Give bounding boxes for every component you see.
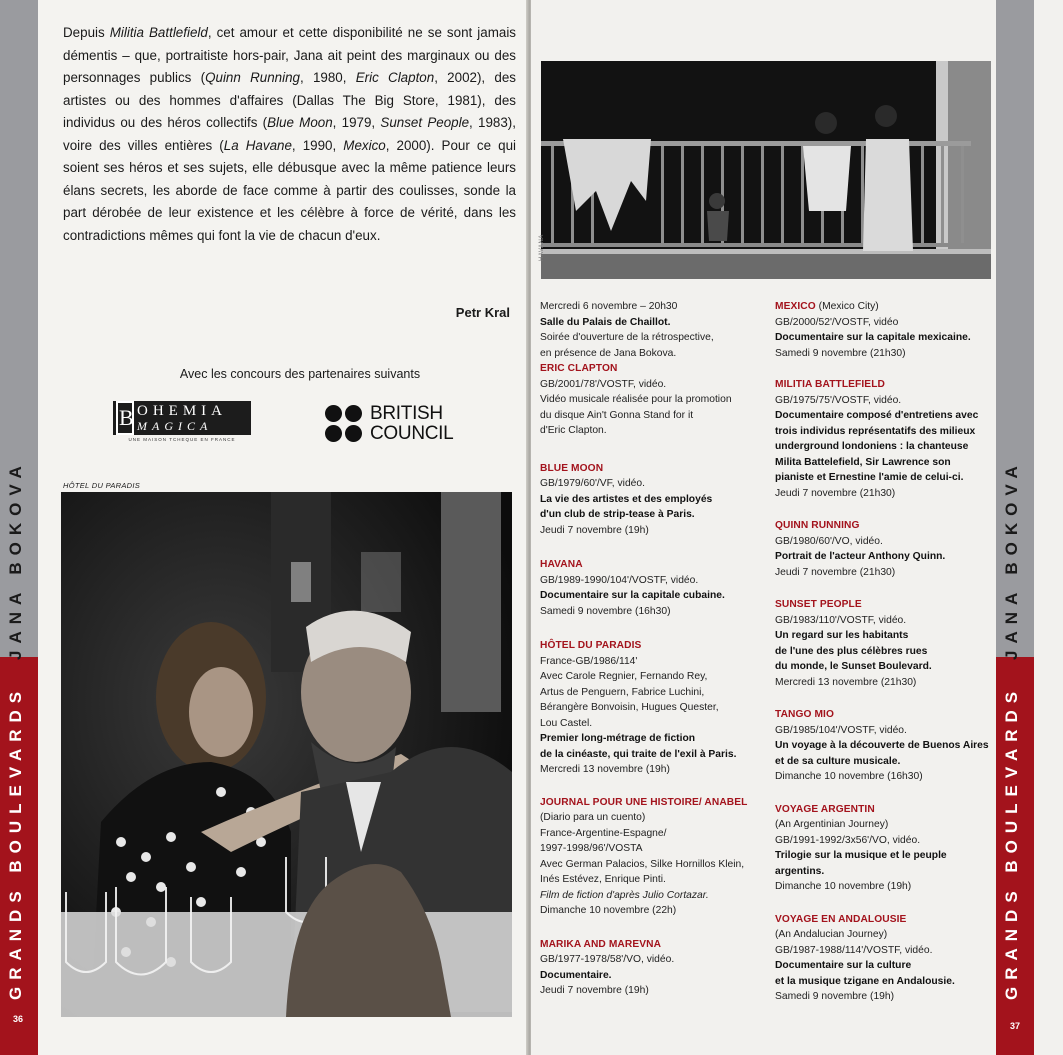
side-label-gray: JANA BOKOVA xyxy=(1002,459,1021,660)
film-info-line: Avec German Palacios, Silke Hornillos Klein, xyxy=(540,858,745,870)
film-entry xyxy=(775,518,990,580)
british-council-logo xyxy=(325,403,470,445)
film-synopsis: underground londoniens : la chanteuse xyxy=(775,441,969,452)
intro-text-run: , 1979, xyxy=(332,115,381,130)
film-info-line: Jeudi 7 novembre (21h30) xyxy=(775,487,896,499)
film-info-line: Samedi 9 novembre (21h30) xyxy=(775,347,906,359)
film-info-line: GB/1983/110'/VOSTF, vidéo. xyxy=(775,614,907,626)
film-entry xyxy=(775,377,990,501)
intro-text-run: , 2002), des artistes ou des hommes d'affaires (Dallas The Big Store, 1981), des individus ou des héros collectifs ( xyxy=(63,70,516,130)
film-info-line: Jeudi 7 novembre (21h30) xyxy=(775,566,896,578)
film-synopsis: et de sa culture musicale. xyxy=(775,755,901,767)
film-synopsis: d'un club de strip-tease à Paris. xyxy=(540,509,695,520)
film-synopsis: Un voyage à la découverte de Buenos Aires xyxy=(775,740,989,751)
film-info-line: Artus de Penguern, Fabrice Luchini, xyxy=(540,686,705,698)
film-info-line: Mercredi 13 novembre (19h) xyxy=(540,764,670,775)
film-info-line: GB/1979/60'/VF, vidéo. xyxy=(540,478,645,489)
film-info-line: GB/1977-1978/58'/VO, vidéo. xyxy=(540,954,675,965)
intro-paragraph xyxy=(63,22,516,247)
intro-title-run: Blue Moon xyxy=(267,115,333,130)
listings-column-left xyxy=(540,299,758,999)
film-info-line: GB/1975/75'/VOSTF, vidéo. xyxy=(775,394,902,406)
film-info-line: du disque Ain't Gonna Stand for it xyxy=(540,409,694,421)
logo-line2: MAGICA xyxy=(137,419,213,433)
film-info-line: d'Eric Clapton. xyxy=(540,425,607,436)
film-synopsis: trois individus représentatifs des milieux xyxy=(775,425,976,437)
film-title: HAVANA xyxy=(540,559,583,570)
intro-title-run: Quinn Running xyxy=(205,70,300,85)
photo-caption: HÔTEL DU PARADIS xyxy=(63,481,141,490)
film-synopsis: Documentaire. xyxy=(540,969,612,981)
side-label-gray: JANA BOKOVA xyxy=(6,459,25,660)
film-info-line: Dimanche 10 novembre (22h) xyxy=(540,905,677,916)
film-info-line: Bérangère Bonvoisin, Hugues Quester, xyxy=(540,702,719,713)
film-info-line: en présence de Jana Bokova. xyxy=(540,347,677,359)
film-synopsis: et la musique tzigane en Andalousie. xyxy=(775,975,955,987)
film-info-line: GB/1989-1990/104'/VOSTF, vidéo. xyxy=(540,574,699,586)
film-info-line: Vidéo musicale réalisée pour la promotion xyxy=(540,394,732,405)
intro-text-run: , 1990, xyxy=(291,137,344,153)
british-council-dots-icon xyxy=(325,405,363,443)
hotel-du-paradis-photo xyxy=(61,492,512,1017)
intro-title-run: Mexico xyxy=(343,137,386,153)
intro-text-run: , 1980, xyxy=(299,70,356,85)
film-synopsis: du monde, le Sunset Boulevard. xyxy=(775,661,932,672)
film-entry xyxy=(540,937,758,999)
film-info-line: (An Andalucian Journey) xyxy=(775,929,888,940)
film-entry xyxy=(775,597,990,690)
film-title: TANGO MIO xyxy=(775,709,834,720)
bohemia-magica-logo xyxy=(113,401,251,443)
listings-column-right xyxy=(775,299,990,1005)
film-info-line: Dimanche 10 novembre (16h30) xyxy=(775,771,923,782)
film-info-line: (An Argentinian Journey) xyxy=(775,819,889,830)
intro-text-run: , 2000). Pour ce qui soient ses héros et ses sujets, elle débusque avec la même patience leurs élans secrets, les aborde de face comme à partir des coulisses, sonde la part dérobée de leur existence et les célèbre à force de vérité, dans les contradictions mêmes qui font la vie de chacun d'eux. xyxy=(63,137,517,243)
film-info-line: 1997-1998/96'/VOSTA xyxy=(540,843,643,854)
film-entry xyxy=(540,461,758,539)
film-entry xyxy=(540,557,758,619)
film-info-line: (Diario para un cuento) xyxy=(540,812,646,823)
film-info-line: GB/1980/60'/VO, vidéo. xyxy=(775,535,883,547)
intro-title-run: Eric Clapton xyxy=(355,70,435,85)
film-info-line: Jeudi 7 novembre (19h) xyxy=(540,985,649,996)
film-entry xyxy=(775,802,990,895)
film-synopsis: Salle du Palais de Chaillot. xyxy=(540,316,671,328)
film-info-line: Samedi 9 novembre (16h30) xyxy=(540,605,671,617)
film-info-line: France-GB/1986/114' xyxy=(540,655,638,667)
film-info-line: Dimanche 10 novembre (19h) xyxy=(775,881,912,892)
film-synopsis: Documentaire composé d'entretiens avec xyxy=(775,410,979,421)
film-synopsis: argentins. xyxy=(775,865,825,877)
film-synopsis: Documentaire sur la capitale mexicaine. xyxy=(775,332,971,343)
film-title: QUINN RUNNING xyxy=(775,520,860,531)
intro-title-run: Militia Battlefield xyxy=(109,25,208,40)
intro-title-run: La Havane xyxy=(223,137,292,153)
film-info-line: Mercredi 13 novembre (21h30) xyxy=(775,676,917,688)
film-info-line: Film de fiction d'après Julio Cortazar. xyxy=(540,889,709,901)
film-info-line: Soirée d'ouverture de la rétrospective, xyxy=(540,332,714,343)
film-synopsis: Documentaire sur la culture xyxy=(775,960,912,971)
film-synopsis: Trilogie sur la musique et le peuple xyxy=(775,850,947,861)
film-synopsis: Documentaire sur la capitale cubaine. xyxy=(540,590,725,601)
film-title: MEXICO xyxy=(775,301,816,312)
film-title: MARIKA AND MAREVNA xyxy=(540,938,662,950)
film-entry xyxy=(775,707,990,785)
logo-line1: OHEMIA xyxy=(137,403,227,419)
film-synopsis: de l'une des plus célèbres rues xyxy=(775,645,928,657)
film-synopsis: Un regard sur les habitants xyxy=(775,630,909,641)
film-info-line: Samedi 9 novembre (19h) xyxy=(775,991,895,1002)
film-info-line: GB/2000/52'/VOSTF, vidéo xyxy=(775,316,899,328)
film-synopsis: Milita Battelefield, Sir Lawrence son xyxy=(775,456,951,468)
film-info-line: Lou Castel. xyxy=(540,717,593,729)
page-number: 36 xyxy=(13,1014,24,1024)
bc-line1: BRITISH xyxy=(370,403,443,424)
film-entry xyxy=(540,795,758,919)
film-synopsis: Portrait de l'acteur Anthony Quinn. xyxy=(775,551,946,562)
film-info-line: Jeudi 7 novembre (19h) xyxy=(540,524,649,536)
bc-line2: COUNCIL xyxy=(370,423,454,444)
film-info-line: Mercredi 6 novembre – 20h30 xyxy=(540,301,678,312)
film-title: ERIC CLAPTON xyxy=(540,363,618,374)
film-title: JOURNAL POUR UNE HISTOIRE/ ANABEL xyxy=(540,796,748,808)
film-info-line: Inés Estévez, Enrique Pinti. xyxy=(540,874,666,885)
film-synopsis: de la cinéaste, qui traite de l'exil à Paris. xyxy=(540,748,737,760)
side-label-red: GRANDS BOULEVARDS xyxy=(1002,684,1021,1000)
film-info-line: GB/1991-1992/3x56'/VO, vidéo. xyxy=(775,834,921,846)
intro-text-run: Depuis xyxy=(63,25,110,40)
film-info-line: GB/2001/78'/VOSTF, vidéo. xyxy=(540,378,667,390)
film-title-suffix: (Mexico City) xyxy=(815,301,879,312)
havana-balcony-photo xyxy=(541,61,991,279)
intro-text-run: , 1983), voire des villes entières ( xyxy=(63,115,516,153)
film-entry xyxy=(540,638,758,778)
film-info-line: GB/1987-1988/114'/VOSTF, vidéo. xyxy=(775,944,933,956)
film-title: SUNSET PEOPLE xyxy=(775,599,862,610)
logo-letter-box: B xyxy=(116,401,134,435)
film-info-line: GB/1985/104'/VOSTF, vidéo. xyxy=(775,724,907,736)
film-entry xyxy=(540,299,758,361)
side-label-red: GRANDS BOULEVARDS xyxy=(6,684,25,1000)
film-title: BLUE MOON xyxy=(540,462,604,474)
film-synopsis: La vie des artistes et des employés xyxy=(540,493,713,505)
film-title: VOYAGE EN ANDALOUSIE xyxy=(775,913,907,925)
intro-text-run: , cet amour et cette disponibilité ne se sont jamais démentis – que, portraitiste hors-pair, Jana ait peint des marginaux ou des personnages publics ( xyxy=(63,25,516,85)
film-title: VOYAGE ARGENTIN xyxy=(775,803,875,815)
film-title: HÔTEL DU PARADIS xyxy=(540,640,642,651)
signature: Petr Kral xyxy=(455,305,510,320)
partners-line: Avec les concours des partenaires suivants xyxy=(179,367,421,381)
page-number: 37 xyxy=(1010,1021,1021,1031)
intro-title-run: Sunset People xyxy=(380,115,470,130)
film-info-line: Avec Carole Regnier, Fernando Rey, xyxy=(540,671,708,682)
film-title: MILITIA BATTLEFIELD xyxy=(775,379,885,390)
film-info-line: France-Argentine-Espagne/ xyxy=(540,827,667,839)
film-synopsis: Premier long-métrage de fiction xyxy=(540,733,696,744)
film-synopsis: pianiste et Ernestine l'amie de celui-ci. xyxy=(775,472,964,483)
film-entry xyxy=(775,299,990,361)
film-entry xyxy=(540,361,758,439)
photo-credit: HAVANA xyxy=(539,234,545,261)
film-entry xyxy=(775,912,990,1005)
logo-tagline: UNE MAISON TCHEQUE EN FRANCE xyxy=(128,437,236,442)
